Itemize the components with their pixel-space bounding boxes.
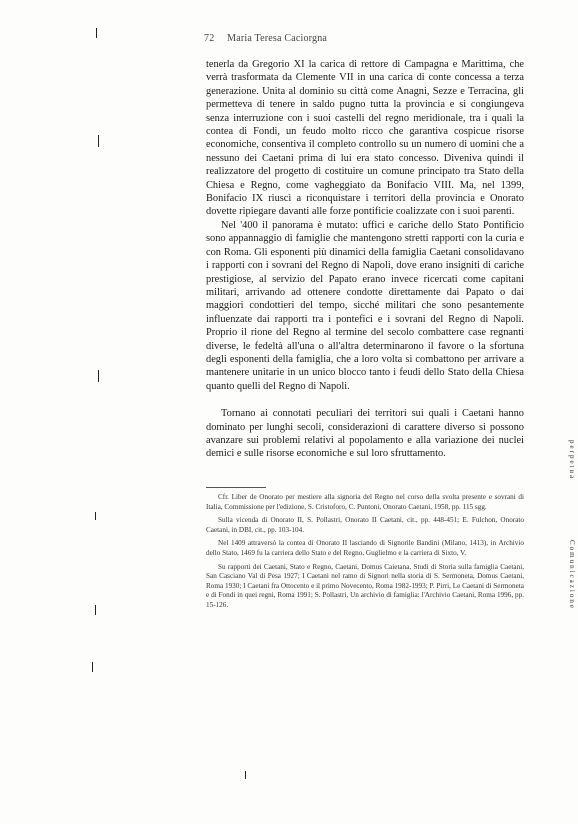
scan-mark — [98, 370, 99, 382]
body-paragraph: Nel '400 il panorama è mutato: uffici e cariche dello Stato Pontificio sono appannaggio di famiglie che mantengono stretti rapporti con la curia e con Roma. Gli esponenti più dinamici della famiglia Caetani consolidavano i rapporti con i sovrani del Regno di Napoli, dove erano insigniti di cariche prestigiose, al servizio del Papato erano invece ricercati come capitani militari, arrivando ad ottenere condotte direttamente dai Papato o dai maggiori condottieri del tempo, sicché militari che sono pesantemente influenzate dai rapporti tra i pontefici e i sovrani del Regno di Napoli. Proprio il rione del Regno al termine del secolo combattere case regnanti diverse, le fedeltà all'una o all'altra determinarono il favore o la sfortuna degli esponenti della famiglia, che a loro volta si combattono per arrivare a mantenere unitarie in un unico blocco tanto i feudi dello Stato della Chiesa quanto quelli del Regno di Napoli. — [206, 219, 524, 392]
main-text — [206, 58, 524, 461]
footnote-separator — [206, 487, 266, 488]
scan-mark — [98, 135, 99, 147]
scan-mark — [95, 512, 96, 520]
scan-mark — [96, 28, 97, 38]
body-paragraph: Tornano ai connotati peculiari dei territori sui quali i Caetani hanno dominato per lunghi secoli, considerazioni di carattere diverso si possono avanzare sui problemi relativi al popolamento e alla variazione dei nuclei demici e sulle risorse economiche e sul loro sfruttamento. — [206, 408, 524, 460]
scan-mark — [95, 605, 96, 615]
footnotes — [206, 493, 524, 615]
running-header — [204, 33, 327, 44]
edge-text-lower: Comunicazione — [568, 540, 576, 610]
footnote: Su rapporti dei Caetani, Stato e Regno, Caetani, Domus Caietana, Studi di Storia sulla famiglia Caetani, San Casciano Val di Pesa 1927; I Caetani nel ramo di Signori nella storia di S. Sermoneta, Domus Caetani, Roma 1930; I Caetani fra Ottocento e il primo Novecento, Roma 1982-1993; P. Pirri, Le Caetani di Sermoneta e di Fondi in quei regni, Roma 1991; S. Pollastri, Un archivio di famiglia: l'Archivio Caetani, Roma 1996, pp. 15-126. — [206, 562, 524, 609]
footnote: Cfr. Liber de Onorato per mestiere alla signoria del Regno nel corso della svolta presente e sovrani di Italia, Commissione per l'edizione, S. Cristoforo, C. Puntoni, Onorato Caetani, 1958, pp. 115 sgg. — [206, 493, 524, 511]
scan-mark — [92, 662, 93, 672]
scan-mark — [245, 771, 246, 779]
edge-text-upper: perpetua — [568, 440, 576, 481]
footnote: Nel 1409 attraversò la contea di Onorato II lasciando di Signorile Bandini (Milano, 1413), in Archivio dello Stato, 1469 fu la carriera dello Stato e del Regno, Guglielmo e la carriera di Sixto, V. — [206, 539, 524, 557]
footnote: Sulla vicenda di Onorato II, S. Pollastri, Onorato II Caetani, cit., pp. 448-451; E. Fulchon, Onorato Caetani, in DBI, cit., pp. 103-104. — [206, 516, 524, 534]
running-title: Maria Teresa Caciorgna — [227, 33, 328, 44]
body-paragraph: tenerla da Gregorio XI la carica di rettore di Campagna e Marittima, che verrà trasformata da Clemente VII in una carica di conte concessa a terza generazione. Unita al dominio su città come Anagni, Sezze e Terracina, gli permetteva di tenere in saldo pugno tutta la provincia e si congiungeva senza interruzione con i suoi castelli del regno meridionale, tra i quali la contea di Fondi, un feudo molto ricco che garantiva cospicue risorse economiche, consentiva il completo controllo su un numero di uomini che a nessuno dei Caetani prima di lui era stato concesso. Diveniva quindi il realizzatore del progetto di costituire un comune principato tra Stato della Chiesa e Regno, come vagheggiato da Bonifacio VIII. Ma, nel 1399, Bonifacio IX riuscì a riconquistare i territori della provincia e Onorato dovette ripiegare davanti alle forze pontificie coalizzate con i suoi parenti. — [206, 59, 524, 218]
page-number: 72 — [204, 33, 215, 44]
